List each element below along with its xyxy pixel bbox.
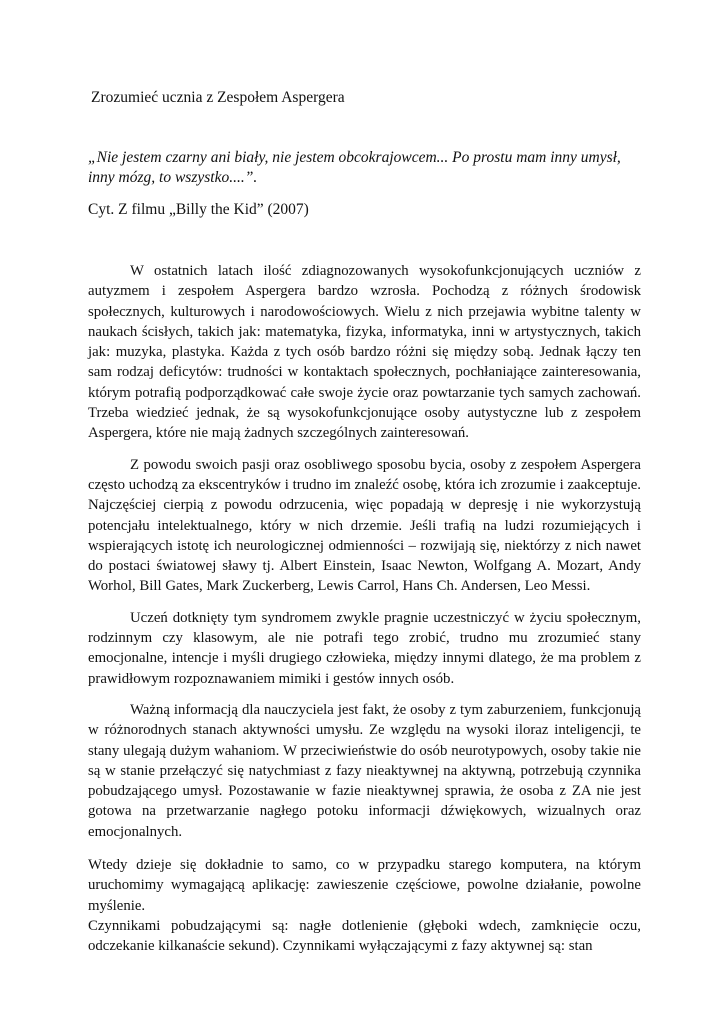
paragraph-1: W ostatnich latach ilość zdiagnozowanych wysokofunkcjonujących uczniów z autyzmem i zespołem Aspergera bardzo wzrosła. Pochodzą z różnych środowisk społecznych, kulturowych i narodowościowych. Wielu z nich przejawia wybitne talenty w naukach ścisłych, takich jak: matematyka, fizyka, informatyka, inni w artystycznych, takich jak: muzyka, plastyka. Każda z tych osób bardzo różni się między sobą. Jednak łączy ten sam rodzaj deficytów: trudności w kontaktach społecznych, pochłaniające zainteresowania, którym potrafią podporządkować całe swoje życie oraz powtarzanie tych samych zachowań. Trzeba wiedzieć jednak, że są wysokofunkcjonujące osoby autystyczne lub z zespołem Aspergera, które nie mają żadnych szczególnych zainteresowań. [88,263,641,442]
paragraph-5: Wtedy dzieje się dokładnie to samo, co w przypadku starego komputera, na którym uruchomimy wymagającą aplikację: zawieszenie częściowe, powolne działanie, powolne myślenie. [88,857,641,914]
paragraph-3: Uczeń dotknięty tym syndromem zwykle pragnie uczestniczyć w życiu społecznym, rodzinnym czy klasowym, ale nie potrafi tego zrobić, trudno mu zrozumieć stany emocjonalne, intencje i myśli drugiego człowieka, między innymi dlatego, że ma problem z prawidłowym rozpoznawaniem mimiki i gestów innych osób. [88,609,641,687]
paragraph-2: Z powodu swoich pasji oraz osobliwego sposobu bycia, osoby z zespołem Aspergera często uchodzą za ekscentryków i trudno im znaleźć osobę, która ich zrozumie i zaakceptuje. Najczęściej cierpią z powodu odrzucenia, więc popadają w depresję i nie wykorzystują potencjału intelektualnego, który w nich drzemie. Jeśli trafią na ludzi rozumiejących i wspierających istotę ich neurologicznej odmienności – rozwijają się, niektórzy z nich nawet do postaci światowej sławy tj. Albert Einstein, Isaac Newton, Wolfgang A. Mozart, Andy Worhol, Bill Gates, Mark Zuckerberg, Lewis Carrol, Hans Ch. Andersen, Leo Messi. [88,456,641,595]
quote-citation: Cyt. Z filmu „Billy the Kid” (2007) [88,201,309,218]
body-text [88,261,641,957]
paragraph-4: Ważną informacją dla nauczyciela jest fakt, że osoby z tym zaburzeniem, funkcjonują w różnorodnych stanach aktywności umysłu. Ze względu na wysoki iloraz inteligencji, te stany ulegają dużym wahaniom. W przeciwieństwie do osób neurotypowych, osoby takie nie są w stanie przełączyć się natychmiast z fazy nieaktywnej na aktywną, potrzebują czynnika pobudzającego umysł. Pozostawanie w fazie nieaktywnej sprawia, że osoba z ZA nie jest gotowa na przetwarzanie nagłego potoku informacji dźwiękowych, wizualnych oraz emocjonalnych. [88,701,641,840]
paragraph-6: Czynnikami pobudzającymi są: nagłe dotlenienie (głęboki wdech, zamknięcie oczu, odczekanie kilkanaście sekund). Czynnikami wyłączającymi z fazy aktywnej są: stan [88,917,641,955]
epigraph-quote: „Nie jestem czarny ani biały, nie jestem obcokrajowcem... Po prostu mam inny umysł, inny mózg, to wszystko....”. [88,149,621,186]
document-title: Zrozumieć ucznia z Zespołem Aspergera [91,89,345,106]
